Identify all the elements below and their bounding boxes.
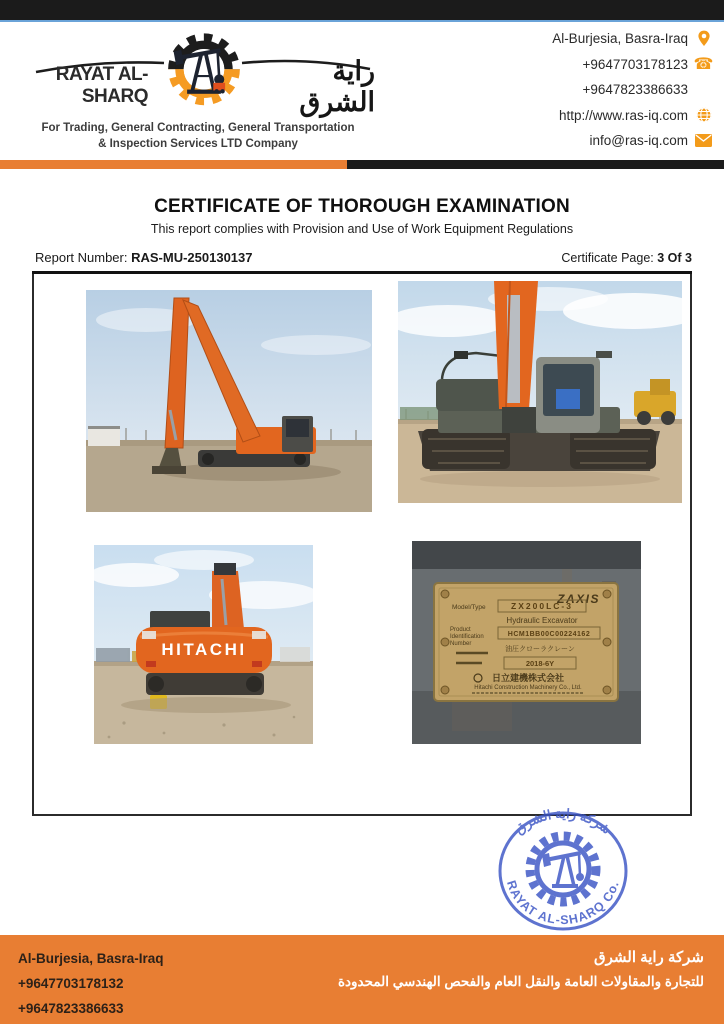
plate-machine-type: Hydraulic Excavator (506, 615, 578, 625)
footer-company-ar: شركة راية الشرق (593, 949, 704, 966)
report-number-label: Report Number: (35, 250, 128, 265)
globe-icon (695, 107, 712, 124)
company-tagline (8, 120, 388, 152)
stamp-text-en: RAYAT AL-SHARQ Co. (503, 878, 622, 928)
plate-brand: ZAXIS (557, 591, 600, 606)
company-name-en: RAYAT AL-SHARQ (55, 64, 148, 107)
contact-address-row (482, 26, 712, 52)
footer-phone1: +9647703178132 (18, 976, 124, 991)
gear-pumpjack-icon (166, 28, 242, 114)
header-contacts (482, 26, 712, 154)
company-logo (30, 24, 375, 120)
footer-arabic-block (338, 946, 704, 994)
footer-phone2: +9647823386633 (18, 1001, 124, 1016)
photo-excavator-side-view (86, 290, 372, 512)
plate-model-value: ZX200LC-3 (511, 600, 573, 611)
certificate-page-label: Certificate Page: (561, 251, 654, 265)
photo-excavator-front-view (398, 281, 682, 503)
footer-tagline-ar: للتجارة والمقاولات العامة والنقل العام والفحص الهندسي المحدودة (337, 974, 704, 989)
contact-phone1: +9647703178123 (582, 56, 688, 72)
certificate-page-value: 3 Of 3 (657, 251, 692, 265)
contact-website: http://www.ras-iq.com (558, 107, 688, 123)
contact-phone2: +9647823386633 (582, 82, 688, 98)
footer-band (0, 935, 724, 1024)
contact-phone2-row (482, 77, 712, 103)
location-pin-icon (695, 30, 712, 47)
company-name-ar: راية الشرق (299, 56, 375, 117)
svg-text:شركة راية الشرق (512, 806, 614, 838)
contact-address: Al-Burjesia, Basra-Iraq (552, 31, 688, 47)
company-stamp (488, 806, 638, 936)
top-black-bar (0, 0, 724, 22)
report-number-row (32, 250, 692, 268)
envelope-icon (695, 132, 712, 149)
stamp-text-ar: شركة راية الشرق (511, 806, 615, 837)
contact-phone1-row (482, 52, 712, 78)
plate-maker-en: Hitachi Construction Machinery Co., Ltd. (474, 684, 582, 691)
header-divider-bar (0, 160, 724, 169)
plate-pin-label3: Number (450, 640, 472, 647)
photo-frame (32, 274, 692, 816)
report-number-value: RAS-MU-250130137 (131, 250, 253, 265)
plate-pin-value: HCM1BB00C00224162 (507, 630, 591, 638)
plate-model-label: Model/Type (452, 603, 486, 611)
contact-email-row (482, 128, 712, 154)
tagline-line1: For Trading, General Contracting, General Transportation (41, 122, 355, 134)
plate-jp-line: 油圧クローラクレーン (505, 645, 575, 653)
contact-website-row (482, 103, 712, 129)
plate-pin-label1: Product (450, 626, 471, 633)
plate-date-value: 2018-6Y (525, 658, 555, 668)
photo-nameplate (412, 541, 641, 744)
footer-contact-block (18, 946, 164, 1021)
tagline-line2: & Inspection Services LTD Company (98, 138, 298, 150)
contact-email: info@ras-iq.com (589, 133, 688, 149)
phone-icon: ☎ (693, 55, 714, 73)
plate-pin-label2: Identification (450, 633, 484, 640)
hitachi-brand-text: HITACHI (161, 639, 247, 659)
page-title: CERTIFICATE OF THOROUGH EXAMINATION (154, 196, 570, 217)
photo-excavator-rear-view (94, 545, 313, 744)
page-subtitle: This report complies with Provision and Use of Work Equipment Regulations (150, 222, 574, 236)
plate-maker-jp: 日立建機株式会社 (491, 672, 565, 683)
footer-address: Al-Burjesia, Basra-Iraq (18, 951, 164, 966)
nameplate-plate (434, 583, 618, 701)
